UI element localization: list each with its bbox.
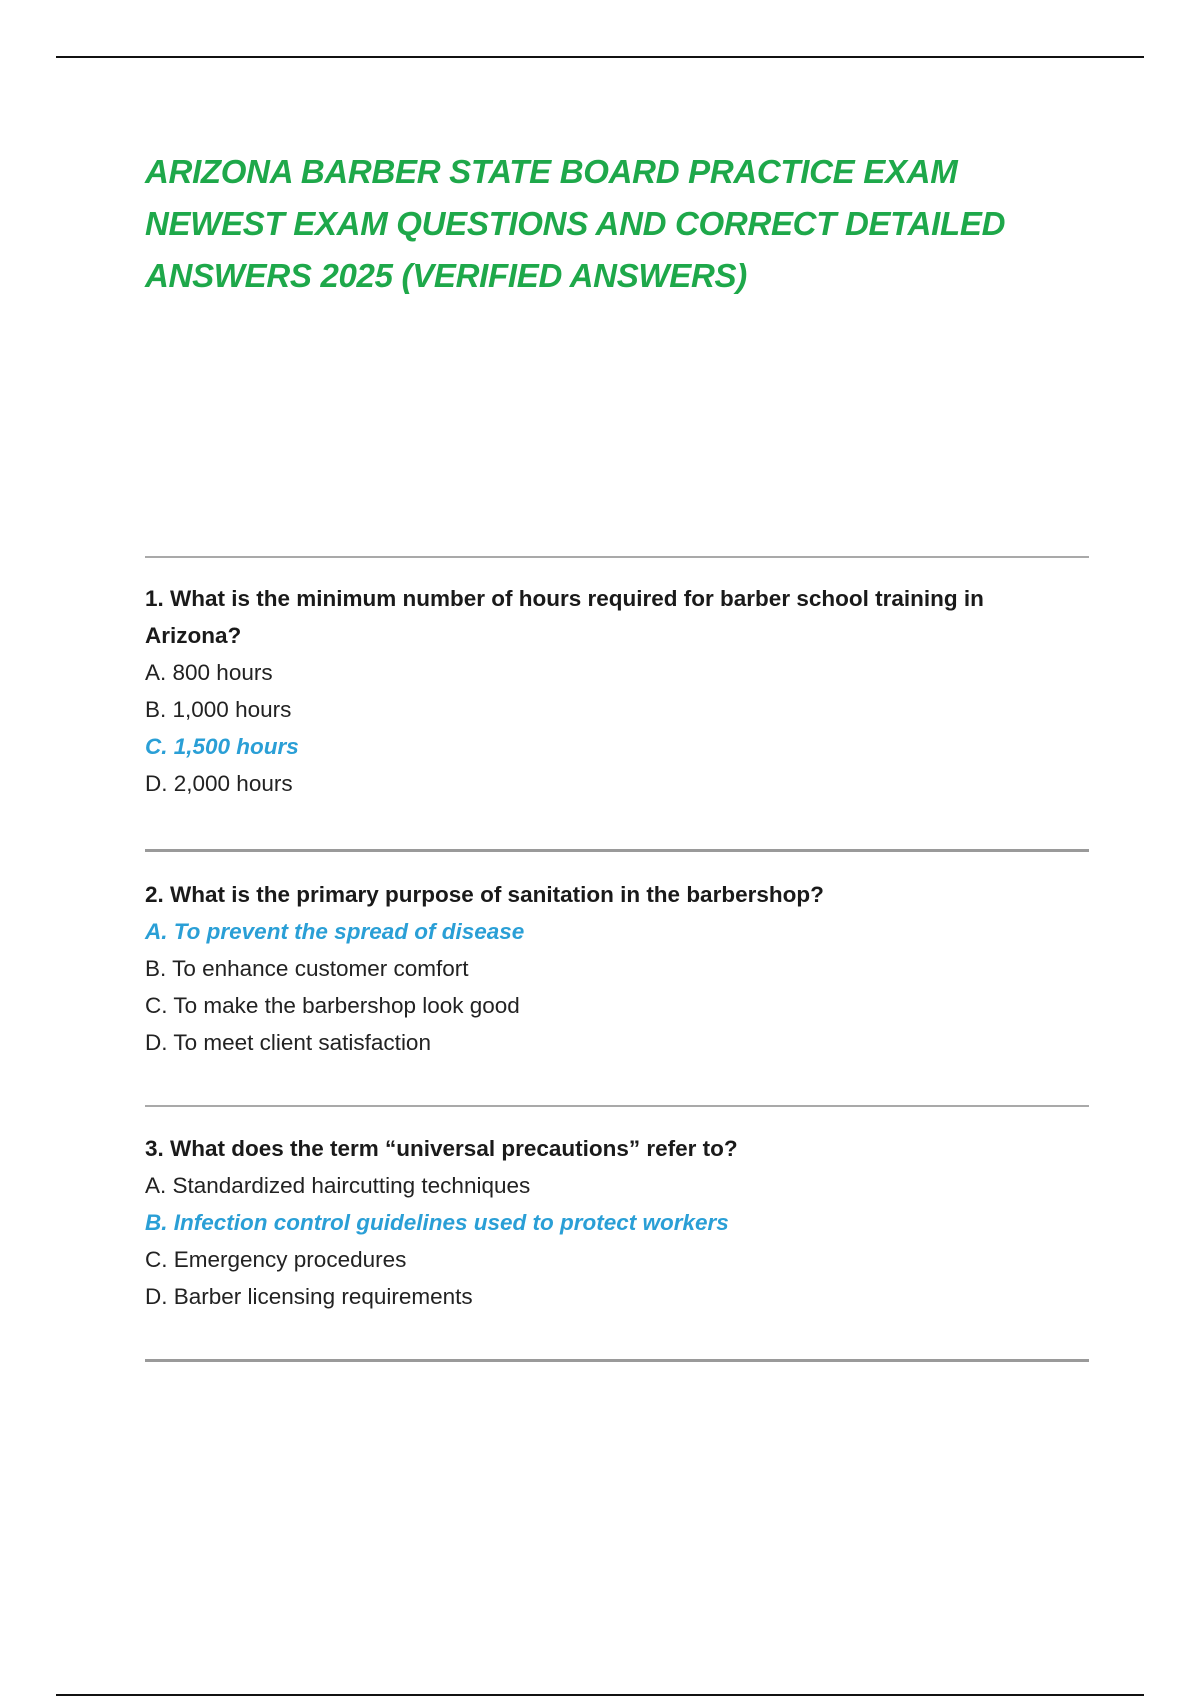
question-1-prompt-line-2: Arizona? xyxy=(145,623,242,648)
bottom-page-rule xyxy=(56,1694,1144,1696)
question-2-option-c: C. To make the barbershop look good xyxy=(145,993,520,1018)
question-1-option-b: B. 1,000 hours xyxy=(145,697,292,722)
question-2-prompt xyxy=(145,876,1090,913)
title-line-1: ARIZONA BARBER STATE BOARD PRACTICE EXAM xyxy=(145,153,958,190)
title-line-3: ANSWERS 2025 (VERIFIED ANSWERS) xyxy=(145,257,747,294)
question-2 xyxy=(145,876,1090,1061)
question-3 xyxy=(145,1130,1090,1315)
question-3-prompt-line-1: 3. What does the term “universal precautions” refer to? xyxy=(145,1136,738,1161)
question-1 xyxy=(145,580,1090,802)
question-1-option-a: A. 800 hours xyxy=(145,660,273,685)
question-1-prompt-line-1: 1. What is the minimum number of hours required for barber school training in xyxy=(145,586,984,611)
question-1-option-c-correct: C. 1,500 hours xyxy=(145,734,299,759)
question-2-option-d: D. To meet client satisfaction xyxy=(145,1030,431,1055)
question-divider-3 xyxy=(145,1359,1089,1362)
top-page-rule xyxy=(56,56,1144,58)
title-line-2: NEWEST EXAM QUESTIONS AND CORRECT DETAILED xyxy=(145,205,1006,242)
question-1-prompt xyxy=(145,580,1090,654)
question-3-option-a: A. Standardized haircutting techniques xyxy=(145,1173,531,1198)
question-3-option-c: C. Emergency procedures xyxy=(145,1247,407,1272)
question-1-option-d: D. 2,000 hours xyxy=(145,771,293,796)
question-divider-top xyxy=(145,556,1089,558)
question-2-prompt-line-1: 2. What is the primary purpose of sanitation in the barbershop? xyxy=(145,882,824,907)
question-3-option-d: D. Barber licensing requirements xyxy=(145,1284,473,1309)
question-2-option-a-correct: A. To prevent the spread of disease xyxy=(145,919,525,944)
question-divider-1 xyxy=(145,849,1089,852)
document-title xyxy=(145,146,1075,302)
question-2-option-b: B. To enhance customer comfort xyxy=(145,956,469,981)
question-3-option-b-correct: B. Infection control guidelines used to protect workers xyxy=(145,1210,729,1235)
question-divider-2 xyxy=(145,1105,1089,1107)
question-3-prompt xyxy=(145,1130,1090,1167)
